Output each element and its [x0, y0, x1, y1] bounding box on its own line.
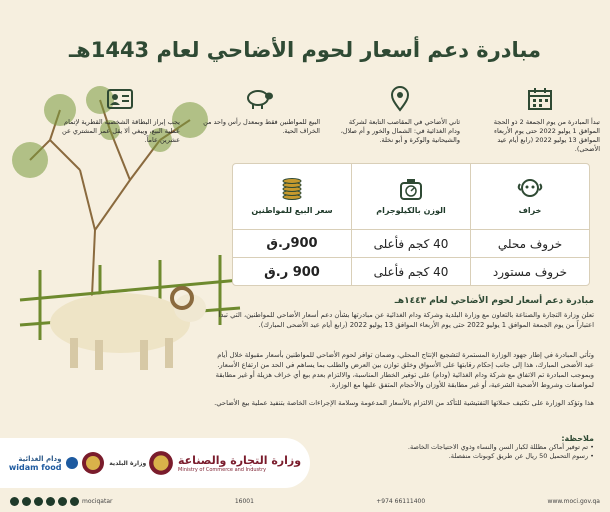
paragraph-3: هذا وتؤكد الوزارة على تكثيف حملاتها التفتيشية للتأكد من الالتزام بالأسعار المدعومة وسلامة الإجراءات الخاصة بتنفيذ عملية بيع الأضاحي. — [214, 399, 594, 407]
header-price-label: سعر البيع للمواطنين — [251, 206, 333, 215]
linkedin-icon[interactable] — [58, 497, 67, 506]
info-locations-text: ثاني الأضاحي في المقاصب التابعة لشركة ودام الغذائية في: الشمال والخور و أم صلال، والشيحانية والوكرة و أبو نخلة. — [340, 118, 460, 144]
header-sheep — [470, 164, 589, 229]
coins-icon — [279, 178, 305, 200]
page-title: مبادرة دعم أسعار لحوم الأضاحي لعام 1443هـ — [68, 38, 542, 62]
header-weight-label: الوزن بالكيلوجرام — [376, 206, 446, 215]
widam-logo — [9, 455, 80, 472]
youtube-icon[interactable] — [46, 497, 55, 506]
info-locations — [340, 86, 460, 158]
table-header — [233, 164, 589, 230]
id-card-icon — [105, 86, 135, 112]
info-dates-text: تبدأ المبادرة من يوم الجمعة 2 ذو الحجة الموافق 1 يوليو 2022 حتى يوم الأربعاء الموافق 13 يوليو 2022 (رابع أيام عيد الأضحى). — [493, 118, 600, 153]
logo-bar — [0, 438, 310, 488]
sheep-icon — [517, 178, 543, 200]
header-weight — [351, 164, 470, 229]
snapchat-icon[interactable] — [70, 497, 79, 506]
twitter-icon[interactable] — [22, 497, 31, 506]
widam-name-ar: ودام الغذائية — [18, 454, 62, 463]
hotline: 16001 — [234, 497, 254, 505]
website[interactable]: www.moci.gov.qa — [547, 497, 600, 505]
cell-weight: 40 كجم فأعلى — [351, 258, 470, 286]
info-eligibility-text: البيع للمواطنين فقط وبمعدل رأس واحد من الخراف الحية. — [203, 118, 320, 135]
info-dates — [480, 86, 600, 158]
info-row — [60, 86, 600, 158]
notes — [294, 434, 594, 461]
phone-number: +974 66111400 — [376, 497, 426, 505]
social-links — [10, 497, 112, 506]
price-table — [232, 163, 590, 286]
qatar-emblem-icon — [81, 451, 105, 475]
notes-title: ملاحظة: — [561, 434, 594, 443]
header-sheep-label: خراف — [518, 206, 542, 215]
moci-name-ar: وزارة التجارة والصناعة — [178, 453, 302, 467]
widam-name-en: widam food — [8, 462, 62, 472]
note-item: • تم توفير أماكن مظللة لكبار السن والنساء وذوي الاحتياجات الخاصة. — [407, 443, 594, 451]
widam-emblem-icon — [65, 456, 79, 470]
instagram-icon[interactable] — [34, 497, 43, 506]
cell-type: خروف مستورد — [470, 258, 589, 286]
table-row — [233, 230, 589, 258]
moci-name-en: Ministry of Commerce and Industry — [178, 466, 267, 473]
ram-illustration — [40, 278, 220, 378]
facebook-icon[interactable] — [10, 497, 19, 506]
location-pin-icon — [385, 86, 415, 112]
qatar-emblem-icon — [148, 450, 174, 476]
moci-logo — [148, 450, 301, 476]
municipality-logo — [81, 451, 146, 475]
cell-price: 900 ر.ق — [264, 264, 320, 280]
cell-weight: 40 كجم فأعلى — [351, 230, 470, 257]
table-row — [233, 258, 589, 286]
social-handle: mociqatar — [82, 497, 113, 505]
header-price — [233, 164, 351, 229]
section-title: مبادرة دعم أسعار لحوم الأضاحي لعام ١٤٤٣هـ — [394, 296, 594, 306]
paragraph-1: تعلن وزارة التجارة والصناعة بالتعاون مع وزارة البلدية وشركة ودام الغذائية عن مبادرتها بشأن دعم أسعار الأضاحي للمواطنين، التي تبدأ اعتباراً من يوم الجمعة الموافق 1 يوليو 2022 حتى يوم الأربعاء الموافق 13 يوليو 2022 (رابع أيام عيد الأضحى المبارك). — [218, 311, 594, 329]
footer — [0, 490, 610, 512]
cell-price: 900ر.ق — [266, 236, 318, 251]
info-eligibility — [200, 86, 320, 158]
cell-type: خروف محلي — [470, 230, 589, 257]
calendar-icon — [525, 86, 555, 112]
paragraph-2: وتأتي المبادرة في إطار جهود الوزارة المستمرة لتشجيع الإنتاج المحلي، وضمان توافر لحوم الأضاحي للمواطنين بأسعار مقبولة خلال أيام عيد الأضحى المبارك، هذا إلى جانب إحكام رقابتها على الأسواق وخلق توازن بين العرض والطلب بما يساهم في الحد من ارتفاع الأسعار. وبموجب المبادرة تم الاتفاق مع شركة ودام الغذائية (ودام) على توفير الخطار المناسبة، والالتزام بعدم بيع أي خراف هزيلة أو غير مطابقة لمواصفات وشروط الأضحية الشرعية، أو غير مطابقة للأوزان والأحجام المتفق عليها مع الوزارة. — [215, 351, 594, 389]
info-id — [60, 86, 180, 158]
note-item: • رسوم التحميل 50 ريال عن طريق كوبونات منفصلة. — [448, 452, 594, 460]
scale-icon — [398, 178, 424, 200]
municipality-name: وزارة البلدية — [109, 459, 147, 467]
sheep-icon — [245, 86, 275, 112]
info-id-text: يجب إبراز البطاقة الشخصية القطرية لإتمام عملية البيع، ويبغي ألا يقل عمر المشتري عن عشرين عاماً. — [62, 118, 180, 144]
